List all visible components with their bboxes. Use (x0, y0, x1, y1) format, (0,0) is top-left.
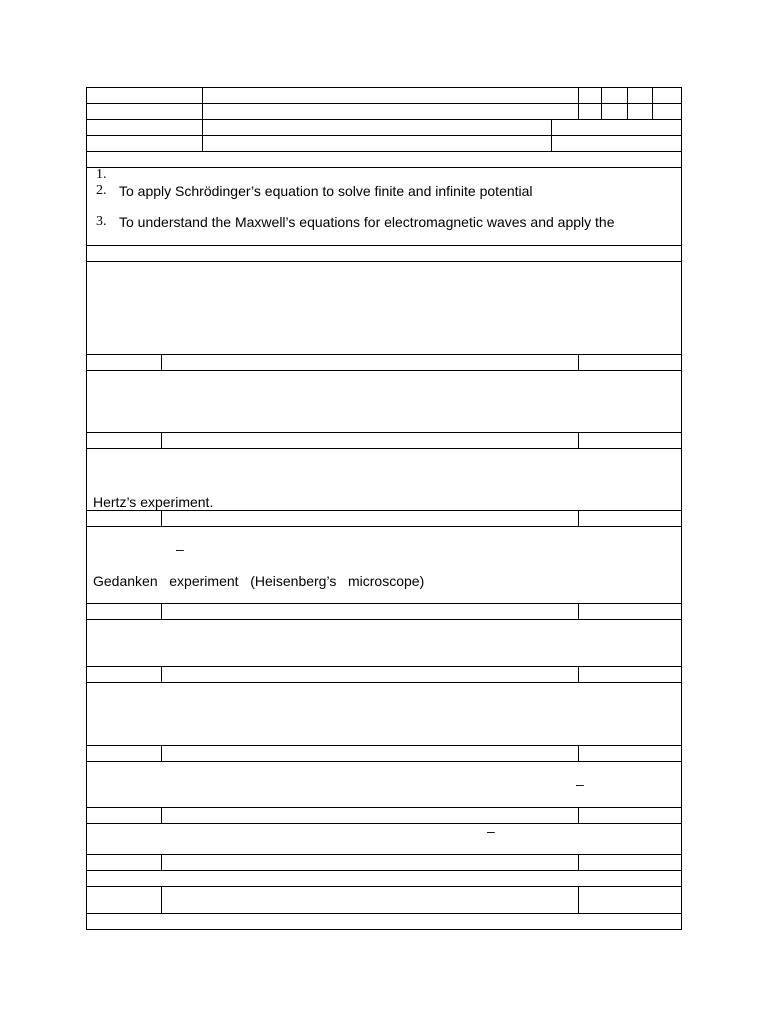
unit5-dash: – (576, 776, 584, 792)
header-col-rule (578, 87, 579, 120)
row-rule (86, 151, 682, 152)
row-rule (86, 432, 682, 433)
objective-3-number: 3. (96, 214, 107, 229)
objective-1-number: 1. (96, 167, 107, 182)
row-rule (86, 823, 682, 824)
unit2-content-text: Gedanken experiment (Heisenberg’s microscope) (93, 573, 425, 589)
row-rule (86, 870, 682, 871)
row-rule (86, 666, 682, 667)
row-rule (86, 745, 682, 746)
unit-header-rule (161, 432, 162, 449)
row-rule (86, 682, 682, 683)
unit-header-rule (161, 354, 162, 371)
row-rule (86, 929, 682, 930)
unit-header-rule (161, 745, 162, 762)
row-rule (86, 603, 682, 604)
row-rule (86, 913, 682, 914)
total-row-rule (161, 886, 162, 914)
unit-header-rule (161, 603, 162, 620)
unit-header-rule (578, 666, 579, 683)
row-rule (86, 354, 682, 355)
unit-header-rule (161, 510, 162, 527)
row-rule (86, 761, 682, 762)
unit-header-rule (578, 745, 579, 762)
row-rule (86, 261, 682, 262)
unit6-dash: – (487, 823, 495, 839)
row-rule (86, 526, 682, 527)
unit-header-rule (578, 854, 579, 871)
objective-2-number: 2. (96, 183, 107, 198)
row-rule (86, 886, 682, 887)
objective-3-text: To understand the Maxwell’s equations for electromagnetic waves and apply the (119, 214, 615, 230)
total-row-rule (578, 886, 579, 914)
unit2-dash: – (176, 541, 184, 557)
unit-header-rule (161, 854, 162, 871)
row-rule (86, 370, 682, 371)
row-rule (86, 119, 682, 120)
unit-header-rule (578, 510, 579, 527)
table-border-left (86, 87, 87, 930)
unit-header-rule (578, 354, 579, 371)
objective-2-text: To apply Schrödinger’s equation to solve finite and infinite potential (119, 183, 533, 199)
unit-header-rule (578, 603, 579, 620)
row-rule (86, 854, 682, 855)
header-col-rule (652, 87, 653, 120)
unit-header-rule (161, 807, 162, 824)
header-col-rule (601, 87, 602, 120)
row-rule (86, 448, 682, 449)
header-col-rule (551, 119, 552, 152)
header-col-rule (627, 87, 628, 120)
unit-header-rule (578, 432, 579, 449)
row-rule (86, 87, 682, 88)
row-rule (86, 807, 682, 808)
row-rule (86, 510, 682, 511)
row-rule (86, 135, 682, 136)
row-rule (86, 167, 682, 168)
row-rule (86, 619, 682, 620)
row-rule (86, 245, 682, 246)
row-rule (86, 103, 682, 104)
unit-header-rule (161, 666, 162, 683)
unit1-content-text: Hertz’s experiment. (93, 494, 214, 510)
table-border-right (681, 87, 682, 930)
unit-header-rule (578, 807, 579, 824)
header-col-rule (202, 87, 203, 152)
